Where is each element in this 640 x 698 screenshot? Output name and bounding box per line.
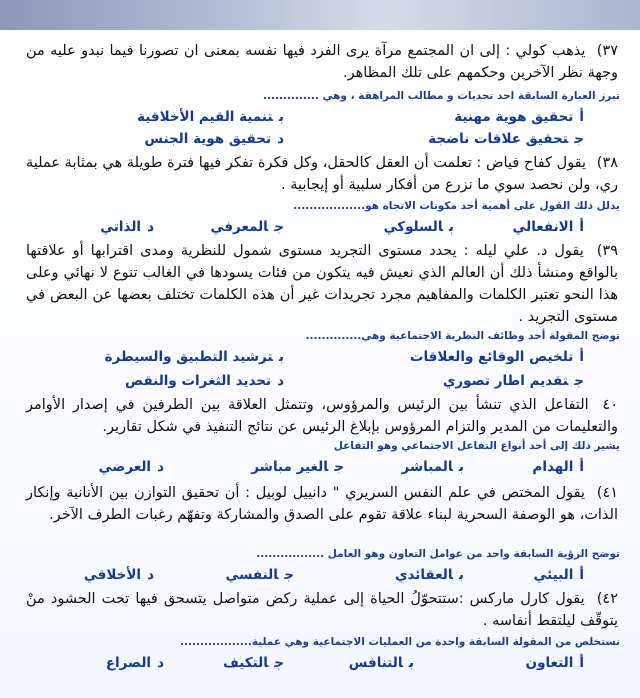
option-c[interactable] <box>428 128 584 150</box>
option-c[interactable] <box>251 456 344 478</box>
option-d[interactable] <box>106 652 164 674</box>
option-text: البيئي <box>533 567 574 583</box>
question-text: يقول د. علي ليله : يحدد مستوى التجريد مستوى شمول للنظرية ومدى اقترابها أو علاقتها بالواقع ومنشأ ذلك أن العالم الذي نعيش فيه يتكون من فئات يسودها في الغالب تنوع لا نهائي وعلى هذا النحو تعتبر الكلمات والمفاهيم مجرد تجريدات غير أن هذه الكلمات تختلف بعضها عن البعض في مستوى التجريد . <box>26 243 618 325</box>
question-prompt: توضح المقولة أحد وظائف النظرية الاجتماعية وهي.............. <box>305 330 620 342</box>
option-letter: ب <box>278 349 284 365</box>
option-text: تقديم اطار تصوري <box>443 373 569 389</box>
option-text: المباشر <box>401 459 453 475</box>
option-text: العرضي <box>98 459 152 475</box>
question-prompt: يدلل ذلك القول على أهمية أحد مكونات الاتجاه هو.................. <box>293 200 620 212</box>
option-text: الأخلاقي <box>83 567 142 583</box>
option-b[interactable] <box>349 652 414 674</box>
option-letter: ج <box>334 459 344 475</box>
option-letter: ب <box>408 655 414 671</box>
option-letter: د <box>157 655 164 671</box>
question-prompt: توضح الرؤية السابقة واحد من عوامل التعاون وهو العامل ................. <box>256 548 620 560</box>
option-letter: أ <box>579 567 584 583</box>
question-text: يقول كارل ماركس :ستتحوّلُ الحياة إلى عملية ركض متواصل يتسحق فيها تحت الحشود منْ يتوقّف ليلتقط أنفاسه . <box>26 591 618 629</box>
option-letter: أ <box>579 109 584 125</box>
question-41 <box>26 482 618 526</box>
options-row-1 <box>24 652 584 674</box>
option-b[interactable] <box>137 106 284 128</box>
option-text: التكيف <box>223 655 269 671</box>
option-a[interactable] <box>532 456 584 478</box>
options-row-1 <box>24 106 584 128</box>
question-text: يذهب كولي : إلى ان المجتمع مرآة يرى الفرد فيها نفسه بمعنى ان تصورنا فيما نبدو عليه من وجهة نظر الآخرين وحكمهم على تلك المظاهر. <box>26 43 618 81</box>
question-37 <box>26 40 618 84</box>
option-b[interactable] <box>384 216 454 238</box>
options-row-2 <box>24 128 584 150</box>
option-text: السلوكي <box>383 219 443 235</box>
question-prompt: نستخلص من المقولة السابقة واحدة من العمليات الاجتماعية وهي عملية.................. <box>180 636 620 648</box>
option-text: ترشيد التطبيق والسيطرة <box>104 349 273 365</box>
option-text: تلخيص الوقائع والعلاقات <box>409 349 574 365</box>
option-letter: د <box>147 567 154 583</box>
option-b[interactable] <box>401 456 464 478</box>
options-row-1 <box>24 216 584 238</box>
option-text: تحقيق هوية مهنية <box>454 109 574 125</box>
option-letter: ب <box>278 109 284 125</box>
option-letter: أ <box>579 349 584 365</box>
option-text: الصراع <box>105 655 152 671</box>
option-d[interactable] <box>144 128 284 150</box>
question-prompt: يشير ذلك إلى أحد أنواع التفاعل الاجتماعي وهو التفاعل <box>333 440 620 452</box>
option-d[interactable] <box>125 370 284 392</box>
options-row-1 <box>24 456 584 478</box>
option-a[interactable] <box>526 652 584 674</box>
option-a[interactable] <box>410 346 584 368</box>
option-letter: أ <box>579 459 584 475</box>
option-text: تنمية القيم الأخلاقية <box>137 109 273 125</box>
option-d[interactable] <box>100 216 154 238</box>
option-letter: أ <box>579 219 584 235</box>
question-text: يقول كفاح فياض : تعلمت أن العقل كالحقل، وكل فكرة تفكر فيها فترة طويلة هي بمثابة عملية ري، ولن نحصد سوي ما نزرع من أفكار سلبية أو إيجابية . <box>26 155 618 193</box>
option-text: العقائدي <box>395 567 453 583</box>
question-text: يقول المختص في علم النفس السريري " دانييل لوبيل : أن تحقيق التوازن بين الأنانية وإنكار الذات، هو الوصفة السحرية لبناء علاقة تقوم على الصدق والمشاركة وتفهّم رغبات الطرف الآخر. <box>26 485 618 523</box>
header-band <box>0 0 640 30</box>
option-letter: د <box>277 131 284 147</box>
options-row-1 <box>24 346 584 368</box>
option-letter: ج <box>274 219 284 235</box>
option-c[interactable] <box>211 216 284 238</box>
option-text: الانفعالي <box>512 219 574 235</box>
option-b[interactable] <box>395 564 464 586</box>
option-letter: ج <box>274 655 284 671</box>
option-text: النفسي <box>225 567 279 583</box>
question-number: ٤١) <box>596 485 619 501</box>
option-letter: ج <box>574 373 584 389</box>
question-number: ٣٨) <box>596 155 619 171</box>
option-a[interactable] <box>512 216 584 238</box>
question-39 <box>26 240 618 328</box>
option-letter: د <box>147 219 154 235</box>
option-letter: د <box>157 459 164 475</box>
option-text: التنافس <box>348 655 403 671</box>
option-letter: أ <box>579 655 584 671</box>
option-text: تحقيق هوية الجنس <box>144 131 272 147</box>
option-a[interactable] <box>533 564 584 586</box>
option-c[interactable] <box>223 652 284 674</box>
option-a[interactable] <box>454 106 584 128</box>
option-c[interactable] <box>226 564 295 586</box>
option-letter: د <box>277 373 284 389</box>
option-letter: ج <box>284 567 294 583</box>
option-d[interactable] <box>99 456 164 478</box>
option-text: التعاون <box>525 655 574 671</box>
option-letter: ب <box>458 567 464 583</box>
question-40 <box>26 394 618 438</box>
option-d[interactable] <box>84 564 154 586</box>
question-number: ٤٠ <box>602 397 618 413</box>
question-prompt: تبرز العبارة السابقة احد تحديات و مطالب المراهقة ، وهي .............. <box>262 90 620 102</box>
option-letter: ب <box>448 219 454 235</box>
question-38 <box>26 152 618 196</box>
option-text: الغير مباشر <box>251 459 329 475</box>
option-text: المعرفي <box>210 219 269 235</box>
option-letter: ج <box>574 131 584 147</box>
option-text: الهدام <box>532 459 574 475</box>
option-b[interactable] <box>105 346 284 368</box>
question-number: ٤٢) <box>596 591 618 607</box>
option-text: تحقيق علاقات ناضجة <box>428 131 569 147</box>
option-c[interactable] <box>443 370 584 392</box>
options-row-1 <box>24 564 584 586</box>
option-letter: ب <box>458 459 464 475</box>
option-text: الذاتي <box>100 219 142 235</box>
question-text: التفاعل الذي تنشأ بين الرئيس والمرؤوس، وتتمثل العلاقة بين الطرفين في إصدار الأوامر والتعليمات من المدير والتزام المرؤوس بإبلاغ الرئيس عن نتائج التنفيذ في شكل تقارير. <box>26 397 618 435</box>
question-number: ٣٧) <box>596 43 618 59</box>
question-42 <box>26 588 618 632</box>
option-text: تحديد الثغرات والنقص <box>125 373 272 389</box>
options-row-2 <box>24 370 584 392</box>
question-number: ٣٩) <box>596 243 618 259</box>
